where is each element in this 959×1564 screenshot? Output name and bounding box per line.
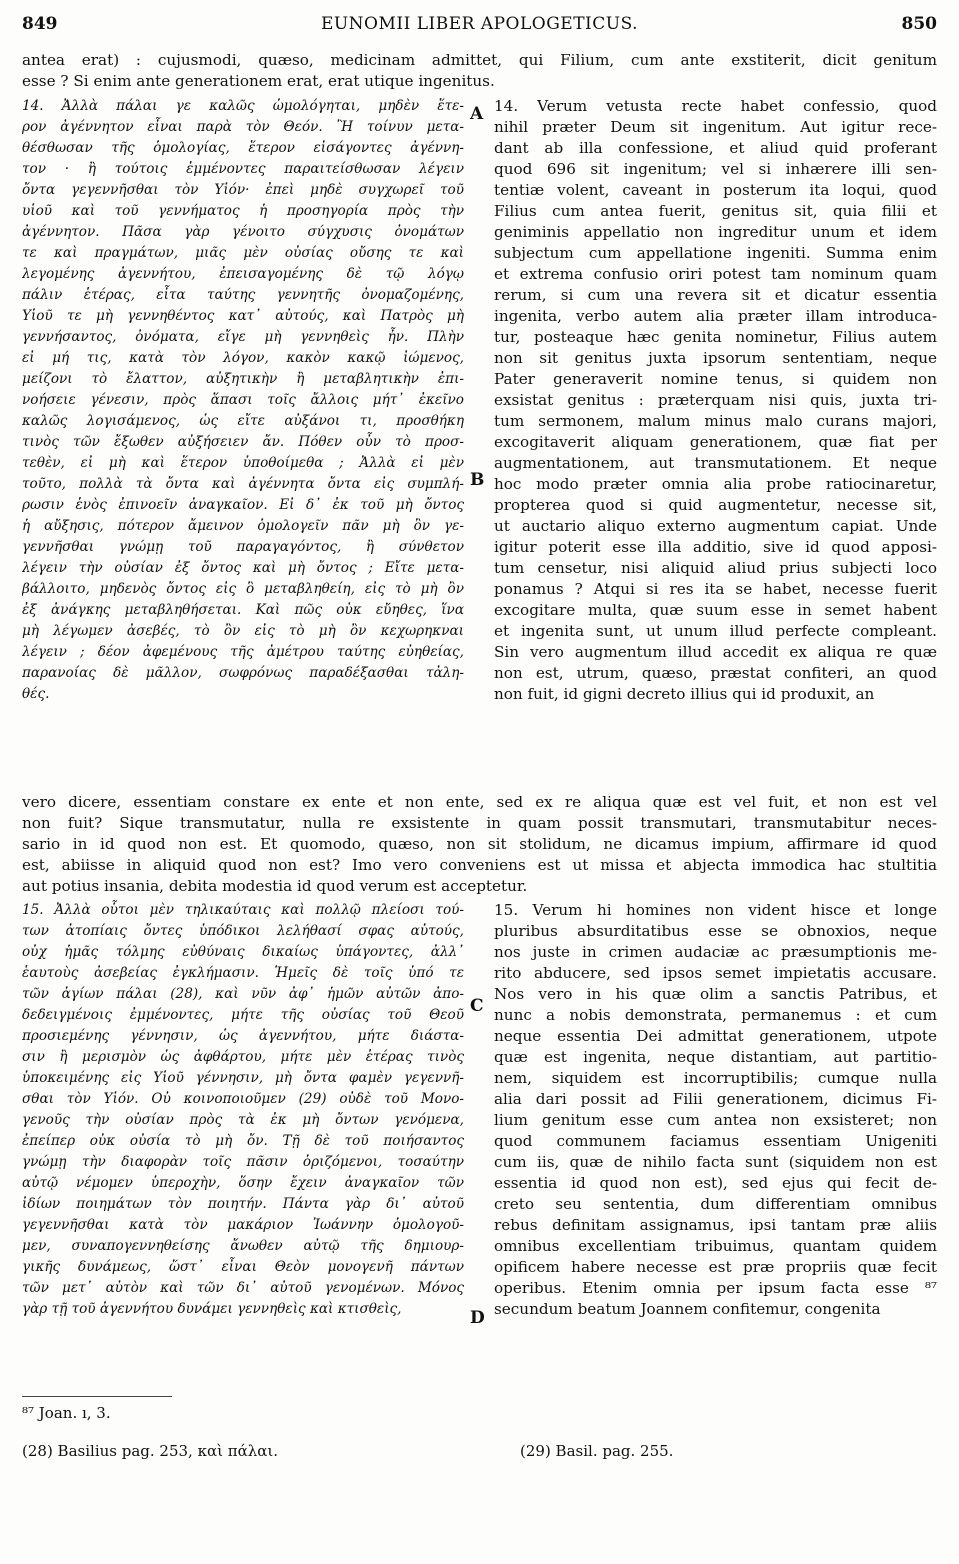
footnote-87: ⁸⁷ Joan. ı, 3.: [22, 1404, 111, 1422]
text-line: neque essentia Dei admittat generationem, utpote: [494, 1027, 937, 1045]
text-line: γεννήσαντος, ὀνόματα, εἴγε μὴ γεννηθεὶς ἦν. Πλὴν: [22, 329, 464, 345]
text-line: ἀγέννητον. Πᾶσα γὰρ γένοιτο σύγχυσις ὀνομάτων: [22, 224, 464, 240]
text-line: quod 696 sit ingenitum; vel si inhærere illi sen-: [494, 160, 937, 178]
text-line: et ingenita sunt, ut unum illud perfecte compleant.: [494, 622, 937, 640]
text-line: alia dari possit ad Filii generationem, dicimus Fi-: [494, 1090, 937, 1108]
margin-marker-a: A: [470, 104, 484, 124]
text-line: προσιεμένης γέννησιν, ὡς ἀγεννήτου, μήτε διάστα-: [22, 1028, 464, 1044]
text-line: μὴ λέγωμεν ἀσεβές, τὸ ὂν εἰς τὸ μὴ ὂν κεχωρηκναι: [22, 623, 464, 639]
text-line: βάλλοιτο, μηδενὸς ὄντος εἰς ὃ μεταβληθείη, εἰς τὸ μὴ ὂν: [22, 581, 464, 597]
text-line: nos juste in crimen audaciæ ac præsumptionis me-: [494, 943, 937, 961]
page-header: [22, 14, 937, 40]
text-line: quæ est ingenita, neque distantiam, aut partitio-: [494, 1048, 937, 1066]
text-line: θέσθωσαν τῆς ὁμολογίας, ἕτερον εἰσάγοντες ἀγέννη-: [22, 140, 464, 156]
text-line: θές.: [22, 686, 50, 702]
running-title: EUNOMII LIBER APOLOGETICUS.: [320, 14, 639, 34]
text-line: ἡ αὔξησις, πότερον ἄμεινον ὁμολογεῖν πᾶν μὴ ὂν γε-: [22, 518, 464, 534]
footnote-28: (28) Basilius pag. 253, καὶ πάλαι.: [22, 1442, 279, 1460]
text-line: antea erat) : cujusmodi, quæso, medicinam admittet, qui Filium, cum ante exstiterit, dicit genitum: [22, 51, 937, 69]
footnote-29: (29) Basil. pag. 255.: [520, 1442, 674, 1460]
text-line: των ἀτοπίαις ὄντες ὑπόδικοι λελήθασί σφας αὐτούς,: [22, 923, 464, 939]
text-line: τε καὶ πραγμάτων, μιᾶς μὲν οὐσίας οὔσης τε καὶ: [22, 245, 464, 261]
text-line: exsistat genitus : præterquam nisi quis, juxta tri-: [494, 391, 937, 409]
text-line: γικῆς δυνάμεως, ὥστ᾽ εἶναι Θεὸν μονογενῆ πάντων: [22, 1259, 464, 1275]
text-line: esse ? Si enim ante generationem erat, erat utique ingenitus.: [22, 72, 495, 90]
text-line: est, abiisse in aliquid quod non est? Imo vero conveniens est ut missa et abjecta immodica hac stultitia: [22, 856, 937, 874]
text-line: τον · ἢ τούτοις ἐμμένοντες παραιτείσθωσαν λέγειν: [22, 161, 464, 177]
text-line: omnibus excellentiam tribuimus, quantam quidem: [494, 1237, 937, 1255]
text-line: tur, posteaque hæc genita nominetur, Filius autem: [494, 328, 937, 346]
text-line: ἐπείπερ οὐκ οὐσία τὸ μὴ ὄν. Τῇ δὲ τοῦ ποιήσαντος: [22, 1133, 464, 1149]
text-line: τοῦτο, πολλὰ τὰ ὄντα καὶ ἀγέννητα ὄντα εἰς συμπλή-: [22, 476, 464, 492]
text-line: Υἱοῦ τε μὴ γεννηθέντος κατ᾽ αὐτούς, καὶ Πατρὸς μὴ: [22, 308, 464, 324]
text-line: 15. Ἀλλὰ οὗτοι μὲν τηλικαύταις καὶ πολλῷ πλείοσι τού-: [22, 902, 464, 918]
full-width-continuation: [22, 792, 937, 897]
text-line: et extrema confusio oriri potest tam nominum quam: [494, 265, 937, 283]
text-line: σθαι τὸν Υἱόν. Οὐ κοινοποιοῦμεν (29) οὐδὲ τοῦ Μονο-: [22, 1091, 464, 1107]
text-line: ingenita, verbo autem alia præter illam introduca-: [494, 307, 937, 325]
text-line: τινὸς τῶν ἔξωθεν αὐξήσειεν ἄν. Πόθεν οὖν τὸ προσ-: [22, 434, 464, 450]
text-line: γνώμῃ τὴν διαφορὰν τοῖς πᾶσιν ὁριζόμενοι, τοσαύτην: [22, 1154, 464, 1170]
text-line: secundum beatum Joannem confitemur, congenita: [494, 1300, 881, 1318]
text-line: geniminis appellatio non ingreditur unum et idem: [494, 223, 937, 241]
text-line: λέγειν ; δέον ἀφεμένους τῆς ἀμέτρου ταύτης εὐηθείας,: [22, 644, 464, 660]
margin-marker-c: C: [470, 996, 484, 1016]
left-page-number: 849: [22, 14, 58, 34]
text-line: παρανοίας δὲ μᾶλλον, σωφρόνως παραδέξασθαι τἀλη-: [22, 665, 464, 681]
text-line: cum iis, quæ de nihilo facta sunt (siquidem non est: [494, 1153, 937, 1171]
text-line: ἐξ ἀνάγκης μεταβληθήσεται. Καὶ πῶς οὐκ εὔηθες, ἵνα: [22, 602, 464, 618]
text-line: tum censetur, nisi aliquid aliud prius subjecti loco: [494, 559, 937, 577]
text-line: quod communem faciamus essentiam Unigeniti: [494, 1132, 937, 1150]
text-line: οὐχ ἡμᾶς τόλμης εὐθύναις δικαίως ὑπάγοντες, ἀλλ᾽: [22, 944, 464, 960]
latin-column-section-14: [494, 96, 937, 705]
text-line: Sin vero augmentum illud accedit ex aliqua re quæ: [494, 643, 937, 661]
text-line: propterea quod si quid augmentetur, necesse sit,: [494, 496, 937, 514]
text-line: essentia id quod non est), sed ejus qui fecit de-: [494, 1174, 937, 1192]
text-line: Filius cum antea fuerit, genitus sit, quia filii et: [494, 202, 937, 220]
text-line: non sit genitus juxta ipsorum sententiam, neque: [494, 349, 937, 367]
text-line: rito abducere, sed ipsos semet impietatis accusare.: [494, 964, 937, 982]
text-line: ρον ἀγέννητον εἶναι παρὰ τὸν Θεόν. Ἢ τοίνυν μετα-: [22, 119, 464, 135]
text-line: ἑαυτοὺς ἀσεβείας ἐγκλήμασιν. Ἡμεῖς δὲ τοῖς ὑπό τε: [22, 965, 464, 981]
text-line: γεννῆσθαι γνώμῃ τοῦ παραγαγόντος, ἢ σύνθετον: [22, 539, 464, 555]
text-line: hoc modo præter omnia alia probe ratiocinaretur,: [494, 475, 937, 493]
text-line: creto seu sententia, dum differentiam omnibus: [494, 1195, 937, 1213]
text-line: sario in id quod non est. Et quomodo, quæso, non sit stolidum, ne dicamus impium, affirmare id quod: [22, 835, 937, 853]
text-line: nunc a nobis demonstrata, permanemus : et cum: [494, 1006, 937, 1024]
text-line: non est, utrum, quæso, præstat confiteri, an quod: [494, 664, 937, 682]
text-line: ἰδίων ποιημάτων τὸν ποιητήν. Πάντα γὰρ δι᾽ αὐτοῦ: [22, 1196, 464, 1212]
text-line: ὑποκειμένης εἰς Υἱοῦ γέννησιν, μὴ ὄντα φαμὲν γεγεννῆ-: [22, 1070, 464, 1086]
text-line: εἰ μή τις, κατὰ τὸν λόγον, κακὸν κακῷ ἰώμενος,: [22, 350, 464, 366]
text-line: igitur poterit esse illa additio, sive id quod apposi-: [494, 538, 937, 556]
footnote-rule: [22, 1396, 172, 1397]
text-line: ρωσιν ἑνὸς ἐπινοεῖν ἀναγκαῖον. Εἰ δ᾽ ἐκ τοῦ μὴ ὄντος: [22, 497, 464, 513]
text-line: λεγομένης ἀγεννήτου, ἐπεισαγομένης δὲ τῷ λόγῳ: [22, 266, 464, 282]
right-page-number: 850: [901, 14, 937, 34]
text-line: νοήσειε γένεσιν, πρὸς ἅπασι τοῖς ἄλλοις μήτ᾽ ἐκεῖνο: [22, 392, 464, 408]
text-line: σιν ἢ μερισμὸν ὡς ἀφθάρτου, μήτε μὲν ἑτέρας τινὸς: [22, 1049, 464, 1065]
text-line: γεγεννῆσθαι κατὰ τὸν μακάριον Ἰωάννην ὁμολογοῦ-: [22, 1217, 464, 1233]
text-line: dant ab illa confessione, et aliud quid proferant: [494, 139, 937, 157]
text-line: καλῶς λογισάμενος, ὡς εἴτε αὐξάνοι τι, προσθήκη: [22, 413, 464, 429]
margin-marker-b: B: [470, 470, 485, 490]
text-line: aut potius insania, debita modestia id quod verum est acceptetur.: [22, 877, 528, 895]
text-line: 14. Ἀλλὰ πάλαι γε καλῶς ὡμολόγηται, μηδὲν ἕτε-: [22, 98, 464, 114]
greek-column-section-15: [22, 900, 464, 1320]
text-line: rebus definitam assignamus, ipsi tantam præ aliis: [494, 1216, 937, 1234]
latin-column-section-15: [494, 900, 937, 1320]
text-line: tum sermonem, malum minus malo curans majori,: [494, 412, 937, 430]
margin-marker-d: D: [470, 1308, 485, 1328]
text-line: lium genitum esse cum antea non exsisteret; non: [494, 1111, 937, 1129]
text-line: rerum, si cum una revera sit et dicatur essentia: [494, 286, 937, 304]
text-line: subjectum cum appellatione ingeniti. Summa enim: [494, 244, 937, 262]
text-line: operibus. Etenim omnia per ipsum facta esse ⁸⁷: [494, 1279, 937, 1297]
text-line: πάλιν ἑτέρας, εἶτα ταύτης γεννητῆς ὀνομαζομένης,: [22, 287, 464, 303]
text-line: Nos vero in his quæ olim a sanctis Patribus, et: [494, 985, 937, 1003]
text-line: ut auctario aliquo externo augmentum capiat. Unde: [494, 517, 937, 535]
text-line: augmentationem, aut transmutationem. Et neque: [494, 454, 937, 472]
greek-column-section-14: [22, 96, 464, 705]
text-line: non fuit, id gigni decreto illius qui id produxit, an: [494, 685, 875, 703]
text-line: τῶν μετ᾽ αὐτὸν καὶ τῶν δι᾽ αὐτοῦ γενομένων. Μόνος: [22, 1280, 464, 1296]
text-line: γενοῦς τὴν οὐσίαν πρὸς τὰ ἐκ μὴ ὄντων γενόμενα,: [22, 1112, 464, 1128]
text-line: opificem habere necesse est præ propriis quæ fecit: [494, 1258, 937, 1276]
text-line: nem, siquidem est incorruptibilis; cumque nulla: [494, 1069, 937, 1087]
text-line: vero dicere, essentiam constare ex ente et non ente, sed ex re aliqua quæ est vel fuit, et non est vel: [22, 793, 937, 811]
text-line: τῶν ἁγίων πάλαι (28), καὶ νῦν ἀφ᾽ ἡμῶν αὐτῶν ἀπο-: [22, 986, 464, 1002]
text-line: Pater generaverit nomine tenus, si quidem non: [494, 370, 937, 388]
text-line: excogitaverit aliquam generationem, quæ fiat per: [494, 433, 937, 451]
text-line: ponamus ? Atqui si res ita se habet, necesse fuerit: [494, 580, 937, 598]
text-line: ὄντα γεγεννῆσθαι τὸν Υἱόν· ἐπεὶ μηδὲ συγχωρεῖ τοῦ: [22, 182, 464, 198]
text-line: δεδειγμένοις ἐμμένοντες, μήτε τῆς οὐσίας τοῦ Θεοῦ: [22, 1007, 464, 1023]
text-line: non fuit? Sique transmutatur, nulla re exsistente in quam possit transmutari, transmutabitur neces-: [22, 814, 937, 832]
text-line: 14. Verum vetusta recte habet confessio, quod: [494, 97, 937, 115]
text-line: tentiæ volent, caveant in posterum ita loqui, quod: [494, 181, 937, 199]
text-line: γὰρ τῇ τοῦ ἀγεννήτου δυνάμει γεννηθεὶς καὶ κτισθεὶς,: [22, 1301, 402, 1317]
text-line: 15. Verum hi homines non vident hisce et longe: [494, 901, 937, 919]
text-line: μεν, συναπογεννηθείσης ἄνωθεν αὐτῷ τῆς δημιουρ-: [22, 1238, 464, 1254]
text-line: pluribus absurditatibus esse se obnoxios, neque: [494, 922, 937, 940]
intro-text: [22, 50, 937, 92]
text-line: excogitare multa, quæ suum esse in semet habent: [494, 601, 937, 619]
text-line: τεθὲν, εἰ μὴ καὶ ἕτερον ὑποθοίμεθα ; Ἀλλὰ εἰ μὲν: [22, 455, 464, 471]
text-line: μείζονι τὸ ἔλαττον, αὐξητικὴν ἢ μεταβλητικὴν ἐπι-: [22, 371, 464, 387]
text-line: αὐτῷ νέμομεν ὑπεροχὴν, ὅσην ἔχειν ἀναγκαῖον τῶν: [22, 1175, 464, 1191]
text-line: υἱοῦ καὶ τοῦ γεννήματος ἡ προσηγορία πρὸς τὴν: [22, 203, 464, 219]
text-line: λέγειν τὴν οὐσίαν ἐξ ὄντος καὶ μὴ ὄντος ; Εἴτε μετα-: [22, 560, 464, 576]
text-line: nihil præter Deum sit ingenitum. Aut igitur rece-: [494, 118, 937, 136]
